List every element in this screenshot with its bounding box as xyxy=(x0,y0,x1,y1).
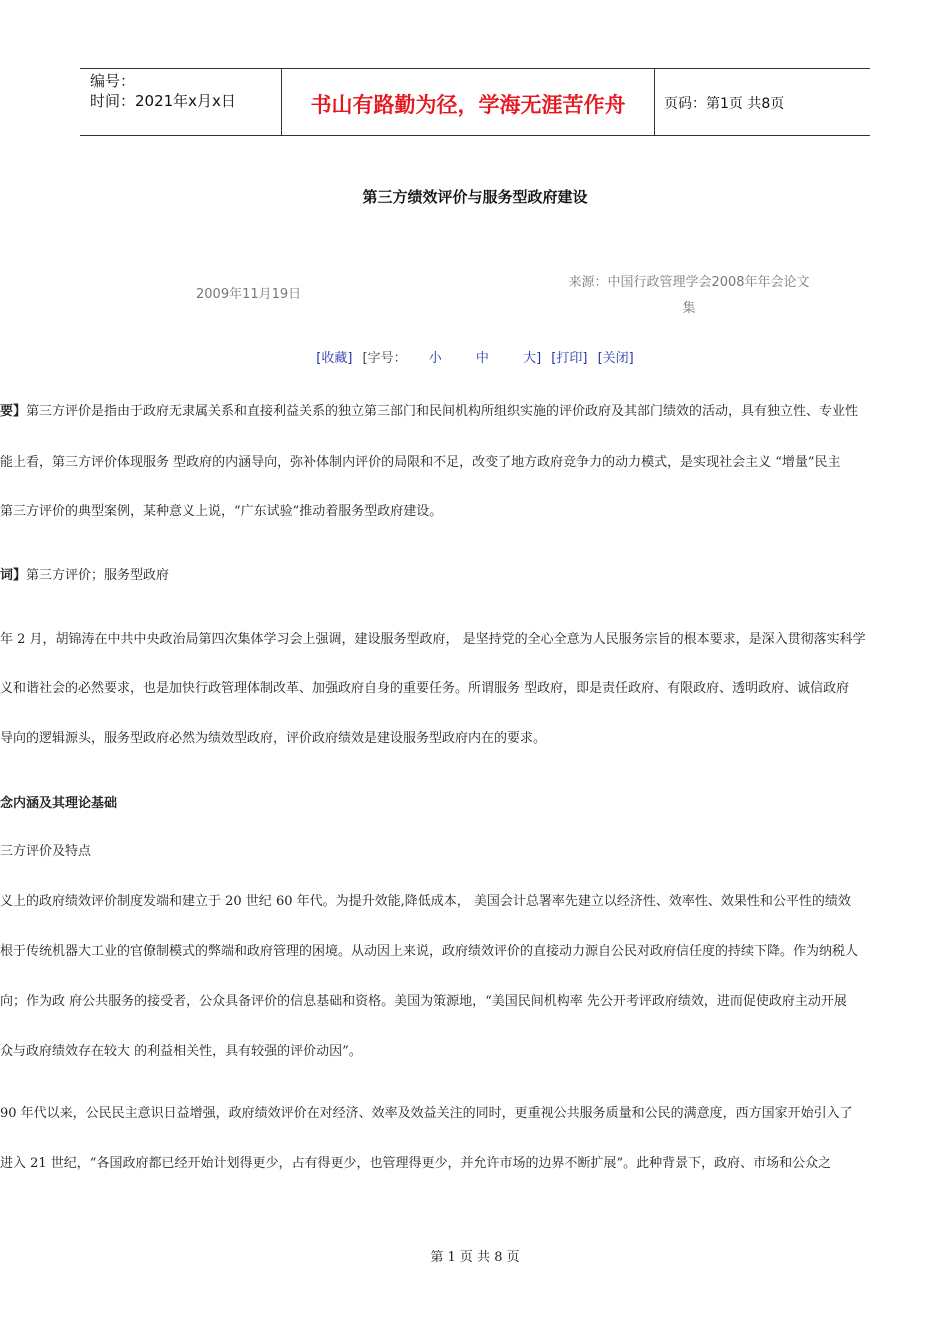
abstract-line-3: 第三方评价的典型案例，某种意义上说，“广东试验”推动着服务型政府建设。 xyxy=(0,504,443,519)
header-page-code: 页码：第1页 共8页 xyxy=(664,96,785,112)
para2-line-2: 进入 21 世纪，“各国政府都已经开始计划得更少，占有得更少，也管理得更少，并允许市场的边界不断扩展”。此种背景下，政府、市场和公众之 xyxy=(0,1156,832,1171)
article-title: 第三方绩效评价与服务型政府建设 xyxy=(362,188,588,206)
para-line-1: 义上的政府绩效评价制度发端和建立于 20 世纪 60 年代。为提升效能,降低成本， 美国会计总署率先建立以经济性、效率性、效果性和公平性的绩效 xyxy=(0,894,851,909)
article-date: 2009年11月19日 xyxy=(196,287,302,302)
abstract-line-2: 能上看，第三方评价体现服务 型政府的内涵导向，弥补体制内评价的局限和不足，改变了地方政府竞争力的动力模式，是实现社会主义 “增量”民主 xyxy=(0,455,841,470)
para-line-4: 众与政府绩效存在较大 的利益相关性，具有较强的评价动因”。 xyxy=(0,1044,362,1059)
header-divider-right xyxy=(654,69,655,135)
intro-line-3: 导向的逻辑源头，服务型政府必然为绩效型政府，评价政府绩效是建设服务型政府内在的要求。 xyxy=(0,731,547,746)
source-line-2: 集 xyxy=(682,301,696,316)
print-link[interactable]: [打印] xyxy=(551,351,588,366)
article-source xyxy=(548,270,830,322)
subsection-heading: 三方评价及特点 xyxy=(0,844,92,859)
keywords-line: 词】第三方评价；服务型政府 xyxy=(0,568,170,583)
font-size-small-link[interactable]: 小 xyxy=(428,351,442,366)
para2-line-1: 90 年代以来，公民民主意识日益增强，政府绩效评价在对经济、效率及效益关注的同时，更重视公共服务质量和公民的满意度，西方国家开始引入了 xyxy=(0,1106,853,1121)
header-left-cell xyxy=(90,71,236,111)
article-toolbar xyxy=(0,347,950,366)
section-heading: 念内涵及其理论基础 xyxy=(0,796,118,811)
intro-line-2: 义和谐社会的必然要求，也是加快行政管理体制改革、加强政府自身的重要任务。所谓服务 型政府，即是责任政府、有限政府、透明政府、诚信政府 xyxy=(0,681,850,696)
number-label: 编号： xyxy=(90,72,136,90)
collect-link[interactable]: [收藏] xyxy=(316,351,353,366)
font-size-medium-link[interactable]: 中 xyxy=(475,351,489,366)
header-table xyxy=(80,68,870,136)
para-line-2: 根于传统机器大工业的官僚制模式的弊端和政府管理的困境。从动因上来说，政府绩效评价的直接动力源自公民对政府信任度的持续下降。作为纳税人 xyxy=(0,944,859,959)
page-footer: 第 1 页 共 8 页 xyxy=(430,1250,520,1265)
font-size-label: [字号： xyxy=(362,351,407,366)
intro-line-1: 年 2 月，胡锦涛在中共中央政治局第四次集体学习会上强调，建设服务型政府， 是坚持党的全心全意为人民服务宗旨的根本要求，是深入贯彻落实科学 xyxy=(0,632,866,647)
para-line-3: 向；作为政 府公共服务的接受者，公众具备评价的信息基础和资格。美国为策源地，“美国民间机构率 先公开考评政府绩效，进而促使政府主动开展 xyxy=(0,994,847,1009)
header-motto: 书山有路勤为径，学海无涯苦作舟 xyxy=(310,92,626,117)
close-link[interactable]: [关闭] xyxy=(597,351,634,366)
font-size-large-link[interactable]: 大] xyxy=(523,351,542,366)
source-line-1: 来源：中国行政管理学会2008年年会论文 xyxy=(568,275,810,290)
abstract-line-1: 要】第三方评价是指由于政府无隶属关系和直接利益关系的独立第三部门和民间机构所组织实施的评价政府及其部门绩效的活动，具有独立性、专业性 xyxy=(0,404,859,419)
time-label: 时间：2021年x月x日 xyxy=(90,92,236,110)
